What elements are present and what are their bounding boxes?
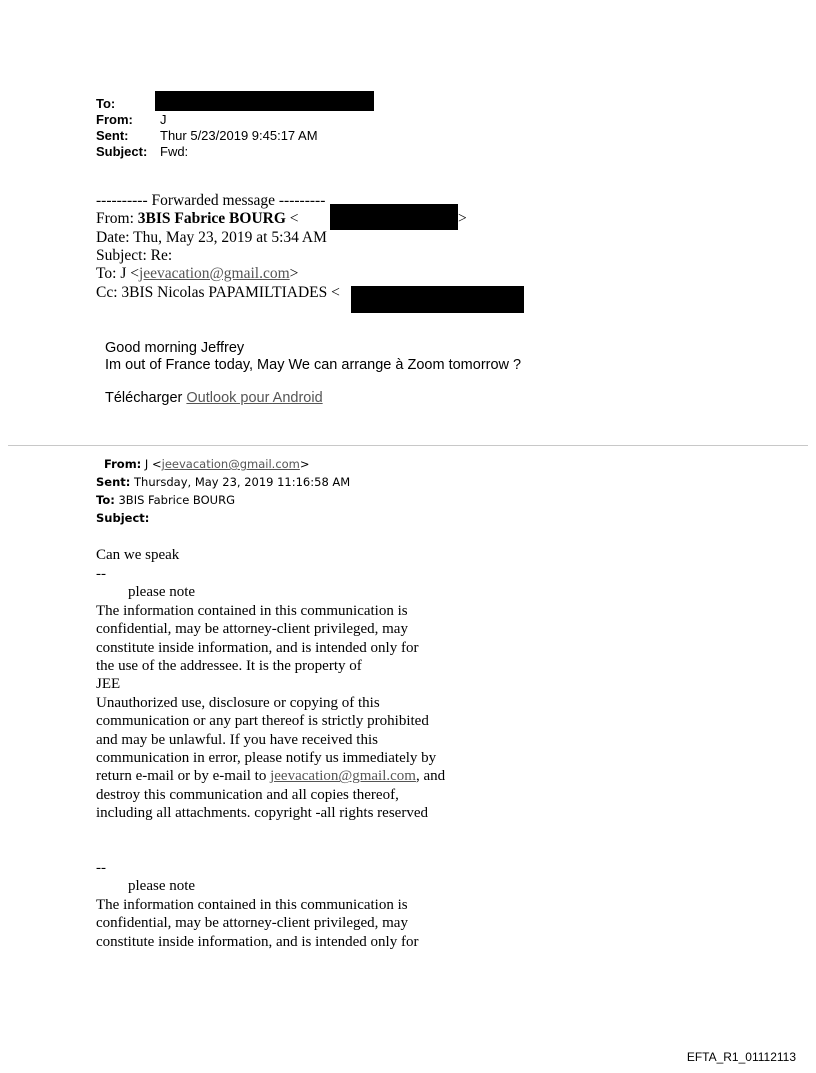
forwarded-subject: Subject: Re: <box>96 247 173 264</box>
sig2-line: The information contained in this communication is <box>96 896 408 913</box>
quoted-to-label: To: <box>96 493 115 507</box>
sig1-line: and may be unlawful. If you have received this <box>96 731 378 748</box>
quoted-sent <box>96 475 350 489</box>
forwarded-to-suffix: > <box>289 265 299 282</box>
forwarded-from <box>96 210 299 228</box>
sig2-please-note: please note <box>128 878 196 895</box>
sig1-line: confidential, may be attorney-client privileged, may <box>96 621 408 638</box>
quoted-sent-label: Sent: <box>96 475 131 489</box>
subject-value: Fwd: <box>160 144 189 159</box>
from-value: J <box>160 112 167 127</box>
signature-block-1 <box>96 565 445 823</box>
reply-download <box>105 390 323 406</box>
quoted-subject <box>96 511 149 525</box>
forwarded-from-name: 3BIS Fabrice BOURG <box>137 210 286 227</box>
forwarded-to <box>96 265 298 283</box>
sig2-dashes: -- <box>96 860 106 876</box>
sig1-dashes: -- <box>96 566 106 582</box>
forwarded-from-open: < <box>285 210 299 227</box>
redaction-from-email <box>330 204 458 230</box>
sig1-line: Unauthorized use, disclosure or copying of this <box>96 694 380 711</box>
sig1-email-link[interactable]: jeevacation@gmail.com <box>270 768 416 785</box>
sig2-line: constitute inside information, and is intended only for <box>96 933 419 950</box>
quoted-from-label: From: <box>104 457 142 471</box>
forwarded-to-prefix: To: J < <box>96 265 139 282</box>
sig2-line: confidential, may be attorney-client privileged, may <box>96 915 408 932</box>
forwarded-cc: Cc: 3BIS Nicolas PAPAMILTIADES < <box>96 284 340 301</box>
quoted-from-suffix: > <box>299 457 310 471</box>
sig1-line: communication in error, please notify us immediately by <box>96 750 437 767</box>
outlook-android-link[interactable]: Outlook pour Android <box>186 390 323 406</box>
can-we-speak: Can we speak <box>96 547 180 563</box>
quoted-from-prefix: J < <box>141 457 162 471</box>
signature-block-2 <box>96 859 418 951</box>
redaction-to <box>155 91 374 111</box>
sent-label: Sent: <box>96 128 129 143</box>
reply-message: Im out of France today, May We can arrange à Zoom tomorrow ? <box>105 357 522 373</box>
quoted-from <box>104 457 310 471</box>
sent-value: Thur 5/23/2019 9:45:17 AM <box>160 128 318 143</box>
sig1-please-note: please note <box>128 584 196 601</box>
forwarded-from-close: > <box>458 210 467 227</box>
sig1-return-prefix: return e-mail or by e-mail to <box>96 768 271 785</box>
sig1-line: communication or any part thereof is strictly prohibited <box>96 713 429 730</box>
forwarded-separator: ---------- Forwarded message --------- <box>96 192 326 209</box>
quoted-to <box>96 493 235 507</box>
sig1-line: including all attachments. copyright -all rights reserved <box>96 805 428 822</box>
from-label: From: <box>96 112 133 127</box>
sig1-line: constitute inside information, and is intended only for <box>96 639 419 656</box>
sig1-line: the use of the addressee. It is the property of <box>96 658 362 675</box>
bates-number: EFTA_R1_01112113 <box>686 1050 796 1064</box>
quoted-to-value: 3BIS Fabrice BOURG <box>114 493 235 507</box>
forwarded-to-email-link[interactable]: jeevacation@gmail.com <box>138 265 290 282</box>
sig1-return-line <box>96 767 445 785</box>
forwarded-from-prefix: From: <box>96 210 138 227</box>
sig1-line: JEE <box>96 676 121 693</box>
quoted-subject-label: Subject: <box>96 511 150 525</box>
quoted-from-email-link[interactable]: jeevacation@gmail.com <box>161 457 300 471</box>
to-label: To: <box>96 96 116 111</box>
redaction-cc-email <box>351 286 524 313</box>
sig1-return-suffix: , and <box>415 768 446 785</box>
reply-greeting: Good morning Jeffrey <box>105 340 245 356</box>
subject-label: Subject: <box>96 144 148 159</box>
sig1-line: destroy this communication and all copies thereof, <box>96 786 399 803</box>
section-divider <box>8 445 808 446</box>
forwarded-date: Date: Thu, May 23, 2019 at 5:34 AM <box>96 229 327 246</box>
quoted-sent-value: Thursday, May 23, 2019 11:16:58 AM <box>130 475 351 489</box>
download-prefix: Télécharger <box>105 390 187 406</box>
sig1-line: The information contained in this communication is <box>96 602 408 619</box>
